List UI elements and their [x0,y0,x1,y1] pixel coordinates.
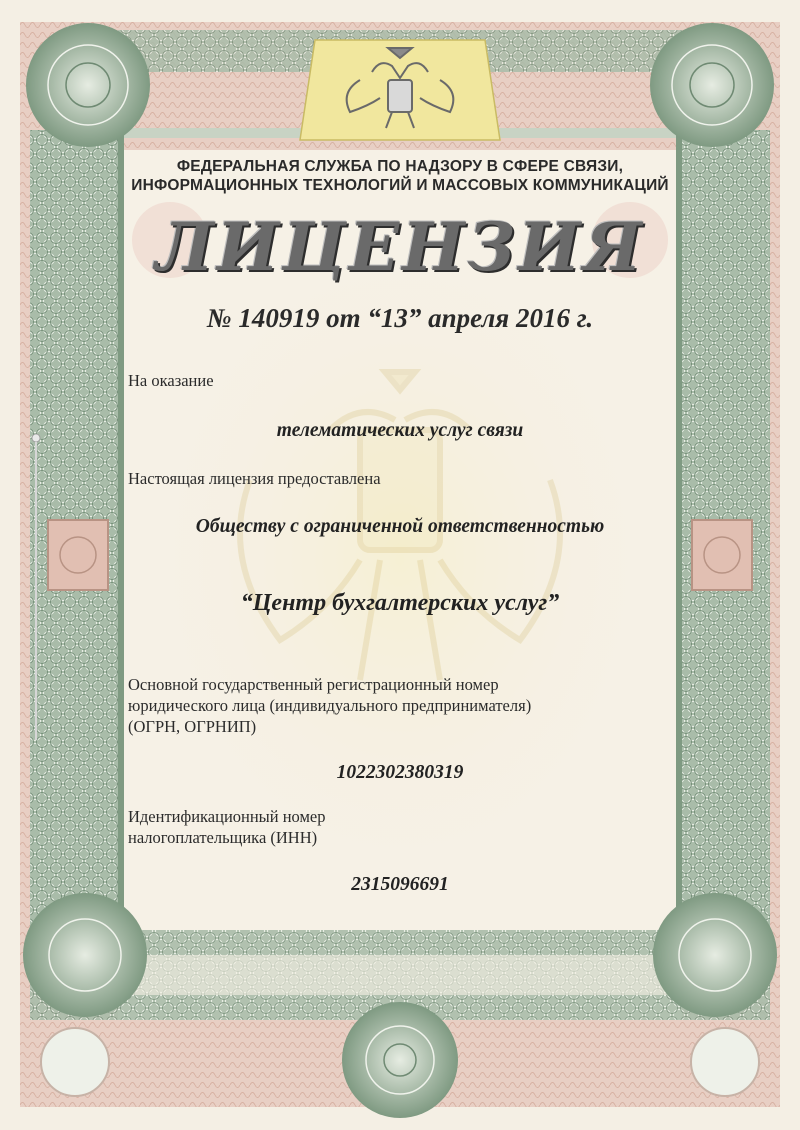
ogrn-label-line1: Основной государственный регистрационный номер [128,675,499,694]
inn-label-line2: налогоплательщика (ИНН) [128,828,318,847]
inn-label-line1: Идентификационный номер [128,807,326,826]
org-name: “Центр бухгалтерских услуг” [240,590,560,616]
license-number-date: № 140919 от “13” апреля 2016 г. [206,303,594,333]
ogrn-label-line2: юридического лица (индивидуального предпринимателя) [128,696,532,715]
document-title: ЛИЦЕНЗИЯ [155,208,645,286]
agency-name-line2: ИНФОРМАЦИОННЫХ ТЕХНОЛОГИЙ И МАССОВЫХ КОММУНИКАЦИЙ [131,177,669,194]
service-label: На оказание [128,371,214,390]
org-type: Обществу с ограниченной ответственностью [195,516,605,537]
granted-label: Настоящая лицензия предоставлена [128,469,381,488]
ogrn-label-line3: (ОГРН, ОГРНИП) [128,717,257,736]
service-value: телематических услуг связи [276,420,524,441]
agency-name-line1: ФЕДЕРАЛЬНАЯ СЛУЖБА ПО НАДЗОРУ В СФЕРЕ СВЯЗИ, [176,158,624,175]
inn-value: 2315096691 [351,874,449,895]
ogrn-value: 1022302380319 [336,762,464,783]
